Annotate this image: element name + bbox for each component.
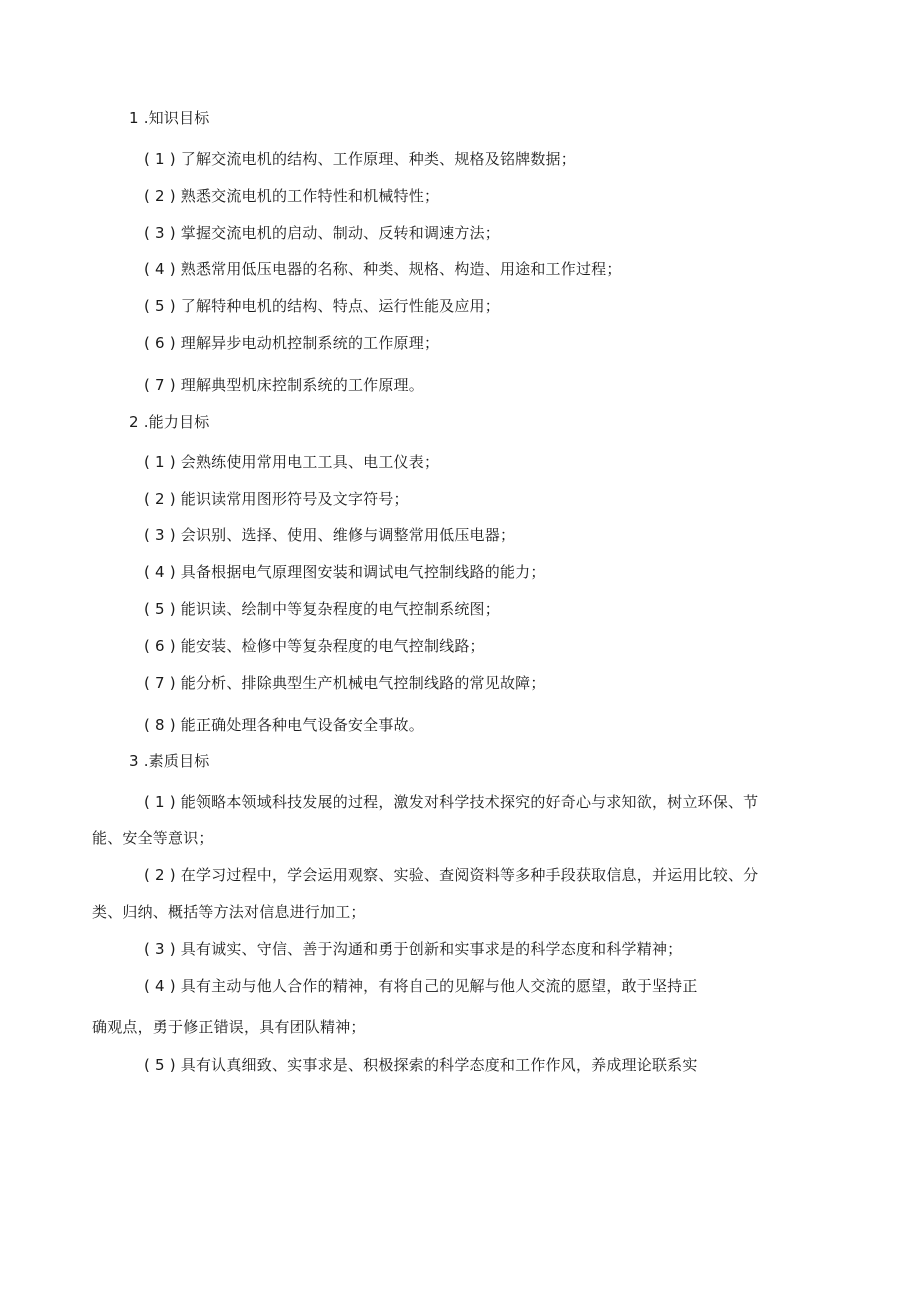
section-heading-knowledge: 1 .知识目标 [129, 109, 210, 127]
ability-item-3: ( 3 ) 会识别、选择、使用、维修与调整常用低压电器； [144, 526, 516, 544]
quality-item-2-line2: 类、归纳、概括等方法对信息进行加工； [92, 903, 366, 921]
ability-item-2: ( 2 ) 能识读常用图形符号及文字符号； [144, 490, 409, 508]
section-heading-quality: 3 .素质目标 [129, 752, 210, 770]
knowledge-item-3: ( 3 ) 掌握交流电机的启动、制动、反转和调速方法； [144, 224, 500, 242]
knowledge-item-2: ( 2 ) 熟悉交流电机的工作特性和机械特性； [144, 187, 440, 205]
ability-item-6: ( 6 ) 能安装、检修中等复杂程度的电气控制线路； [144, 637, 485, 655]
ability-item-5: ( 5 ) 能识读、绘制中等复杂程度的电气控制系统图； [144, 600, 500, 618]
quality-item-2-line1: ( 2 ) 在学习过程中，学会运用观察、实验、查阅资料等多种手段获取信息，并运用比较、分 [144, 866, 759, 884]
knowledge-item-7: ( 7 ) 理解典型机床控制系统的工作原理。 [144, 376, 424, 394]
ability-item-8: ( 8 ) 能正确处理各种电气设备安全事故。 [144, 716, 424, 734]
quality-item-3: ( 3 ) 具有诚实、守信、善于沟通和勇于创新和实事求是的科学态度和科学精神； [144, 940, 683, 958]
knowledge-item-4: ( 4 ) 熟悉常用低压电器的名称、种类、规格、构造、用途和工作过程； [144, 260, 622, 278]
quality-item-1-line2: 能、安全等意识； [92, 829, 214, 847]
section-heading-ability: 2 .能力目标 [129, 413, 210, 431]
ability-item-4: ( 4 ) 具备根据电气原理图安装和调试电气控制线路的能力； [144, 563, 546, 581]
knowledge-item-6: ( 6 ) 理解异步电动机控制系统的工作原理； [144, 334, 440, 352]
quality-item-5: ( 5 ) 具有认真细致、实事求是、积极探索的科学态度和工作作风，养成理论联系实 [144, 1056, 698, 1074]
ability-item-7: ( 7 ) 能分析、排除典型生产机械电气控制线路的常见故障； [144, 674, 546, 692]
knowledge-item-5: ( 5 ) 了解特种电机的结构、特点、运行性能及应用； [144, 297, 500, 315]
quality-item-4-line2: 确观点，勇于修正错误，具有团队精神； [92, 1018, 366, 1036]
knowledge-item-1: ( 1 ) 了解交流电机的结构、工作原理、种类、规格及铭牌数据； [144, 150, 576, 168]
quality-item-1-line1: ( 1 ) 能领略本领域科技发展的过程，激发对科学技术探究的好奇心与求知欲，树立环保、节 [144, 793, 759, 811]
ability-item-1: ( 1 ) 会熟练使用常用电工工具、电工仪表； [144, 453, 440, 471]
quality-item-4-line1: ( 4 ) 具有主动与他人合作的精神，有将自己的见解与他人交流的愿望，敢于坚持正 [144, 977, 698, 995]
